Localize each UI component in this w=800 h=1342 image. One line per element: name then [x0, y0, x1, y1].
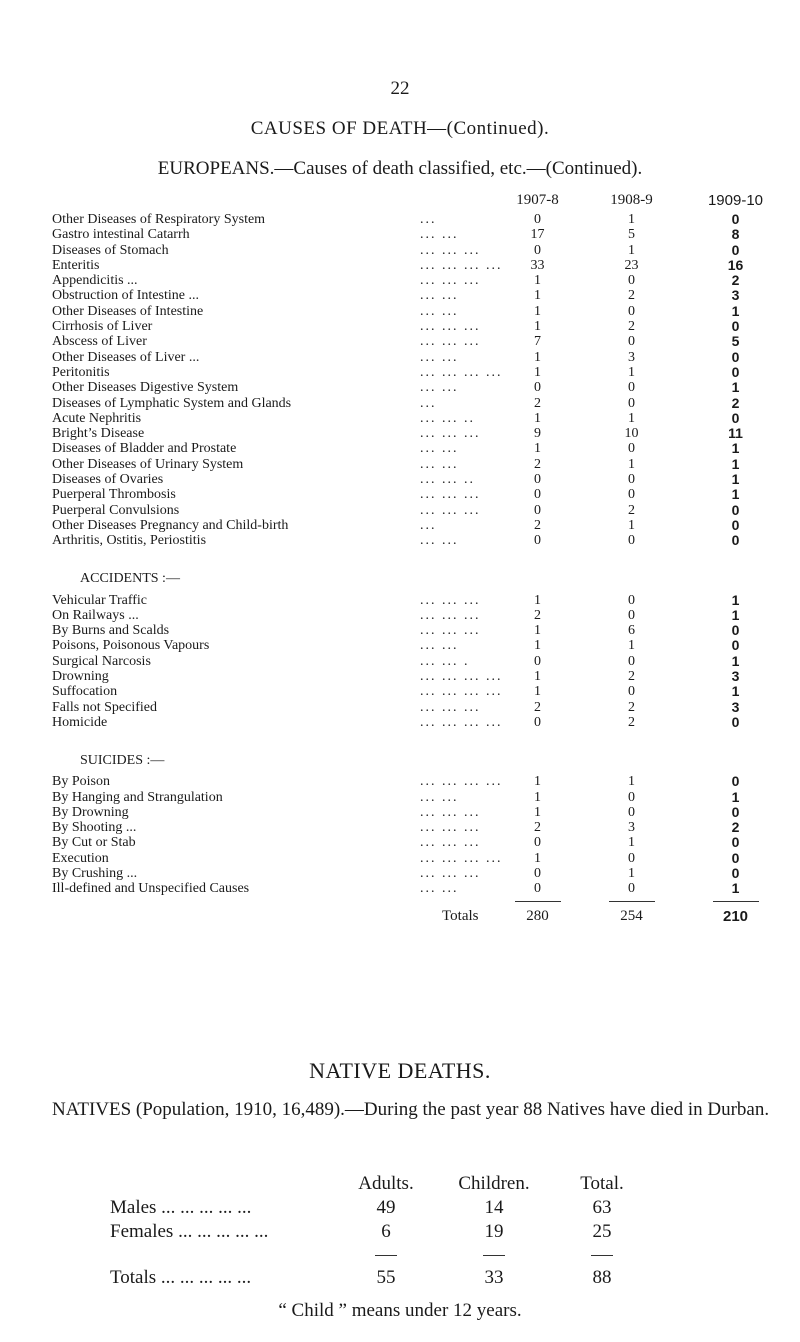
value-cell: 0 [628, 303, 635, 319]
value-cell: 2 [628, 288, 635, 304]
value-cell: 1 [534, 410, 541, 426]
causes-table [52, 192, 781, 927]
value-cell: 0 [628, 533, 635, 549]
accident-row [52, 669, 781, 684]
value-cell: 3 [731, 698, 740, 715]
cause-label: By Crushing ... [52, 865, 138, 881]
leader-dots: ... ... [420, 533, 459, 549]
cause-label: Bright’s Disease [52, 426, 145, 442]
native-total-rule [591, 1255, 613, 1256]
native-total-value: 55 [376, 1267, 396, 1288]
footnote: “ Child ” means under 12 years. [278, 1300, 522, 1321]
value-cell: 0 [628, 273, 635, 289]
value-cell: 2 [628, 319, 635, 335]
cause-label: Gastro intestinal Catarrh [52, 227, 190, 243]
cause-row [52, 273, 781, 288]
cause-label: Suffocation [52, 684, 118, 700]
value-cell: 0 [534, 380, 541, 396]
value-cell: 1 [628, 410, 635, 426]
accident-row [52, 608, 781, 623]
value-cell: 0 [534, 865, 541, 881]
value-cell: 2 [731, 272, 740, 289]
accidents-heading-row [52, 549, 781, 587]
cause-label: By Poison [52, 774, 110, 790]
leader-dots: ... ... ... [420, 699, 481, 715]
value-cell: 1 [534, 669, 541, 685]
cause-label: Other Diseases of Liver ... [52, 349, 200, 365]
cause-label: Enteritis [52, 257, 100, 273]
value-cell: 1 [628, 517, 635, 533]
native-value: 14 [484, 1197, 504, 1218]
cause-label: By Shooting ... [52, 820, 137, 836]
cause-row [52, 457, 781, 472]
native-value: 25 [592, 1221, 612, 1242]
native-value: 6 [381, 1221, 391, 1242]
leader-dots: ... ... .. [420, 410, 475, 426]
value-cell: 1 [534, 804, 541, 820]
accident-row [52, 684, 781, 699]
value-cell: 6 [628, 623, 635, 639]
cause-label: Cirrhosis of Liver [52, 319, 153, 335]
year-header: 1909-10 [707, 192, 764, 210]
value-cell: 0 [731, 637, 740, 654]
totals-row [52, 907, 781, 927]
value-cell: 0 [731, 773, 740, 790]
value-cell: 0 [628, 380, 635, 396]
value-cell: 0 [731, 803, 740, 820]
leader-dots: ... ... ... ... [420, 714, 503, 730]
value-cell: 33 [530, 257, 545, 273]
value-cell: 3 [731, 668, 740, 685]
value-cell: 7 [534, 334, 541, 350]
value-cell: 1 [628, 364, 635, 380]
accident-row [52, 638, 781, 653]
accident-row [52, 593, 781, 608]
leader-dots: ... ... [420, 789, 459, 805]
value-cell: 0 [731, 318, 740, 335]
cause-label: By Burns and Scalds [52, 623, 170, 639]
cause-label: Puerperal Convulsions [52, 502, 180, 518]
cause-row [52, 503, 781, 518]
leader-dots: ... ... [420, 881, 459, 897]
native-row-males [110, 1196, 656, 1220]
cause-label: Obstruction of Intestine ... [52, 288, 199, 304]
cause-label: Acute Nephritis [52, 410, 142, 426]
value-cell: 1 [628, 212, 635, 227]
cause-row [52, 441, 781, 456]
cause-label: Arthritis, Ostitis, Periostitis [52, 533, 207, 549]
leader-dots: ... ... [420, 288, 459, 304]
cause-label: Peritonitis [52, 364, 110, 380]
value-cell: 8 [731, 226, 740, 243]
cause-label: On Railways ... [52, 607, 139, 623]
leader-dots: ... ... ... [420, 804, 481, 820]
leader-dots: ... ... [420, 227, 459, 243]
value-cell: 0 [534, 714, 541, 730]
native-row-label: Males ... ... ... ... ... [110, 1197, 252, 1218]
value-cell: 1 [534, 303, 541, 319]
leader-dots: ... ... ... [420, 835, 481, 851]
native-total-rule [483, 1255, 505, 1256]
value-cell: 1 [534, 364, 541, 380]
leader-dots: ... ... ... [420, 273, 481, 289]
value-cell: 0 [731, 363, 740, 380]
leader-dots: ... ... ... [420, 242, 481, 258]
value-cell: 1 [731, 471, 740, 488]
value-cell: 1 [534, 273, 541, 289]
value-cell: 16 [727, 256, 744, 273]
cause-label: Diseases of Ovaries [52, 472, 164, 488]
value-cell: 0 [534, 502, 541, 518]
value-cell: 1 [731, 606, 740, 623]
value-cell: 1 [534, 592, 541, 608]
cause-label: By Cut or Stab [52, 835, 136, 851]
native-value: 63 [592, 1197, 612, 1218]
leader-dots: ... ... . [420, 653, 470, 669]
value-cell: 0 [534, 487, 541, 503]
value-cell: 0 [628, 607, 635, 623]
value-cell: 1 [534, 288, 541, 304]
value-cell: 1 [628, 865, 635, 881]
value-cell: 0 [731, 348, 740, 365]
native-total-rule [375, 1255, 397, 1256]
cause-label: Falls not Specified [52, 699, 157, 715]
value-cell: 2 [628, 502, 635, 518]
value-cell: 1 [534, 319, 541, 335]
native-header: Total. [580, 1173, 624, 1194]
value-cell: 0 [534, 212, 541, 227]
cause-row [52, 472, 781, 487]
cause-row [52, 396, 781, 411]
total-value: 254 [620, 907, 643, 924]
general-causes-body [52, 212, 781, 549]
value-cell: 0 [534, 242, 541, 258]
cause-row [52, 380, 781, 395]
leader-dots: ... ... ... ... [420, 850, 503, 866]
leader-dots: ... ... ... ... [420, 684, 503, 700]
value-cell: 1 [628, 638, 635, 654]
cause-row [52, 350, 781, 365]
cause-label: Puerperal Thrombosis [52, 487, 176, 503]
suicide-row [52, 774, 781, 789]
leader-dots: ... [420, 212, 437, 227]
cause-row [52, 518, 781, 533]
cause-label: Vehicular Traffic [52, 592, 147, 608]
value-cell: 0 [731, 864, 740, 881]
accidents-heading: ACCIDENTS :— [80, 570, 180, 586]
leader-dots: ... ... ... [420, 319, 481, 335]
value-cell: 1 [731, 652, 740, 669]
native-totals-row [110, 1266, 656, 1290]
total-value: 280 [526, 907, 549, 924]
total-rule [609, 901, 655, 902]
cause-row [52, 411, 781, 426]
total-rule [515, 901, 561, 902]
cause-row [52, 227, 781, 242]
value-cell: 1 [731, 302, 740, 319]
value-cell: 1 [731, 880, 740, 897]
value-cell: 0 [628, 487, 635, 503]
accident-row [52, 700, 781, 715]
value-cell: 0 [534, 533, 541, 549]
value-cell: 1 [628, 242, 635, 258]
value-cell: 0 [731, 409, 740, 426]
value-cell: 0 [731, 713, 740, 730]
leader-dots: ... ... ... ... [420, 364, 503, 380]
value-cell: 0 [731, 834, 740, 851]
suicides-heading: SUICIDES :— [80, 752, 165, 768]
leader-dots: ... ... [420, 456, 459, 472]
cause-row [52, 533, 781, 548]
leader-dots: ... ... [420, 349, 459, 365]
value-cell: 0 [628, 881, 635, 897]
value-cell: 11 [728, 425, 743, 442]
suicides-body [52, 774, 781, 896]
leader-dots: ... ... ... [420, 487, 481, 503]
cause-label: Surgical Narcosis [52, 653, 151, 669]
value-cell: 1 [534, 623, 541, 639]
cause-label: Ill-defined and Unspecified Causes [52, 881, 250, 897]
value-cell: 1 [534, 638, 541, 654]
value-cell: 9 [534, 426, 541, 442]
native-paragraph: NATIVES (Population, 1910, 16,489).—During the past year 88 Natives have died in Durban. [52, 1099, 770, 1120]
value-cell: 2 [628, 669, 635, 685]
value-cell: 0 [731, 622, 740, 639]
leader-dots: ... ... ... [420, 502, 481, 518]
leader-dots: ... ... ... ... [420, 257, 503, 273]
leader-dots: ... ... ... ... [420, 669, 503, 685]
value-cell: 0 [628, 592, 635, 608]
value-cell: 1 [628, 835, 635, 851]
cause-row [52, 334, 781, 349]
suicide-row [52, 835, 781, 850]
cause-label: Other Diseases Pregnancy and Child-birth [52, 517, 289, 533]
value-cell: 1 [731, 440, 740, 457]
cause-row [52, 365, 781, 380]
native-total-value: 88 [592, 1267, 612, 1288]
suicides-heading-row [52, 730, 781, 768]
value-cell: 0 [628, 395, 635, 411]
accidents-body [52, 593, 781, 731]
year-header: 1907-8 [516, 192, 559, 209]
value-cell: 10 [624, 426, 639, 442]
total-value: 210 [722, 907, 749, 925]
value-cell: 5 [731, 333, 740, 350]
native-value: 19 [484, 1221, 504, 1242]
leader-dots: ... [420, 517, 437, 533]
native-header: Adults. [358, 1173, 414, 1194]
value-cell: 0 [731, 516, 740, 533]
native-deaths-title: NATIVE DEATHS. [309, 1058, 491, 1083]
value-cell: 0 [628, 684, 635, 700]
value-cell: 0 [534, 472, 541, 488]
cause-row [52, 288, 781, 303]
leader-dots: ... ... ... [420, 592, 481, 608]
value-cell: 3 [628, 349, 635, 365]
totals-label: Totals [442, 907, 479, 924]
leader-dots: ... ... ... [420, 865, 481, 881]
main-title: CAUSES OF DEATH—(Continued). [250, 118, 550, 139]
leader-dots: ... ... .. [420, 472, 475, 488]
native-totals-label: Totals ... ... ... ... ... [110, 1267, 252, 1288]
native-value: 49 [376, 1197, 396, 1218]
cause-row [52, 304, 781, 319]
suicide-row [52, 866, 781, 881]
suicide-row [52, 881, 781, 896]
value-cell: 2 [534, 607, 541, 623]
cause-row [52, 258, 781, 273]
year-header: 1908-9 [610, 192, 653, 209]
cause-label: Drowning [52, 669, 109, 685]
value-cell: 2 [731, 394, 740, 411]
leader-dots: ... ... ... ... [420, 774, 503, 790]
suicide-row [52, 820, 781, 835]
value-cell: 1 [731, 455, 740, 472]
leader-dots: ... ... [420, 441, 459, 457]
value-cell: 1 [534, 774, 541, 790]
total-rule [713, 901, 759, 902]
native-deaths-table [110, 1172, 656, 1290]
value-cell: 17 [530, 227, 545, 243]
value-cell: 1 [731, 379, 740, 396]
cause-row [52, 426, 781, 441]
cause-label: Diseases of Stomach [52, 242, 169, 258]
value-cell: 2 [534, 699, 541, 715]
cause-label: Diseases of Lymphatic System and Glands [52, 395, 292, 411]
accident-row [52, 715, 781, 730]
value-cell: 0 [731, 849, 740, 866]
value-cell: 1 [534, 684, 541, 700]
cause-label: Execution [52, 850, 109, 866]
value-cell: 3 [628, 820, 635, 836]
value-cell: 0 [534, 653, 541, 669]
native-row-females [110, 1220, 656, 1244]
cause-label: By Drowning [52, 804, 129, 820]
cause-row [52, 212, 781, 227]
value-cell: 0 [628, 472, 635, 488]
value-cell: 0 [628, 653, 635, 669]
value-cell: 1 [534, 850, 541, 866]
value-cell: 2 [534, 820, 541, 836]
leader-dots: ... ... [420, 638, 459, 654]
value-cell: 2 [628, 699, 635, 715]
value-cell: 0 [731, 211, 740, 227]
native-row-label: Females ... ... ... ... ... [110, 1221, 269, 1242]
value-cell: 1 [534, 349, 541, 365]
value-cell: 0 [731, 501, 740, 518]
cause-label: By Hanging and Strangulation [52, 789, 223, 805]
suicide-row [52, 790, 781, 805]
accident-row [52, 623, 781, 638]
value-cell: 1 [731, 683, 740, 700]
value-cell: 1 [731, 486, 740, 503]
leader-dots: ... ... ... [420, 820, 481, 836]
cause-label: Other Diseases of Intestine [52, 303, 204, 319]
year-header-row [52, 192, 781, 212]
subtitle: EUROPEANS.—Causes of death classified, etc.—(Continued). [157, 158, 643, 179]
leader-dots: ... ... [420, 380, 459, 396]
value-cell: 1 [628, 456, 635, 472]
cause-label: Homicide [52, 714, 108, 730]
leader-dots: ... ... ... [420, 334, 481, 350]
suicide-row [52, 805, 781, 820]
value-cell: 1 [534, 789, 541, 805]
page-number: 22 [390, 78, 410, 99]
value-cell: 1 [534, 441, 541, 457]
value-cell: 3 [731, 287, 740, 304]
native-header-row [110, 1172, 656, 1196]
cause-row [52, 319, 781, 334]
value-cell: 2 [534, 456, 541, 472]
value-cell: 23 [624, 257, 639, 273]
native-header: Children. [458, 1173, 530, 1194]
accident-row [52, 654, 781, 669]
value-cell: 0 [628, 804, 635, 820]
value-cell: 2 [628, 714, 635, 730]
cause-label: Other Diseases of Respiratory System [52, 212, 266, 227]
value-cell: 0 [628, 789, 635, 805]
native-total-value: 33 [484, 1267, 504, 1288]
cause-row [52, 487, 781, 502]
value-cell: 0 [731, 532, 740, 549]
value-cell: 2 [731, 819, 740, 836]
leader-dots: ... ... ... [420, 607, 481, 623]
value-cell: 2 [534, 517, 541, 533]
value-cell: 0 [534, 881, 541, 897]
value-cell: 1 [731, 788, 740, 805]
cause-label: Other Diseases of Urinary System [52, 456, 244, 472]
cause-label: Abscess of Liver [52, 334, 147, 350]
suicide-row [52, 851, 781, 866]
value-cell: 0 [731, 241, 740, 258]
value-cell: 1 [628, 774, 635, 790]
value-cell: 2 [534, 395, 541, 411]
cause-row [52, 243, 781, 258]
value-cell: 0 [628, 441, 635, 457]
cause-label: Other Diseases Digestive System [52, 380, 239, 396]
value-cell: 0 [628, 334, 635, 350]
value-cell: 1 [731, 591, 740, 608]
value-cell: 0 [628, 850, 635, 866]
value-cell: 0 [534, 835, 541, 851]
cause-label: Diseases of Bladder and Prostate [52, 441, 237, 457]
leader-dots: ... ... ... [420, 623, 481, 639]
value-cell: 5 [628, 227, 635, 243]
leader-dots: ... [420, 395, 437, 411]
leader-dots: ... ... [420, 303, 459, 319]
cause-label: Poisons, Poisonous Vapours [52, 638, 210, 654]
leader-dots: ... ... ... [420, 426, 481, 442]
cause-label: Appendicitis ... [52, 273, 138, 289]
